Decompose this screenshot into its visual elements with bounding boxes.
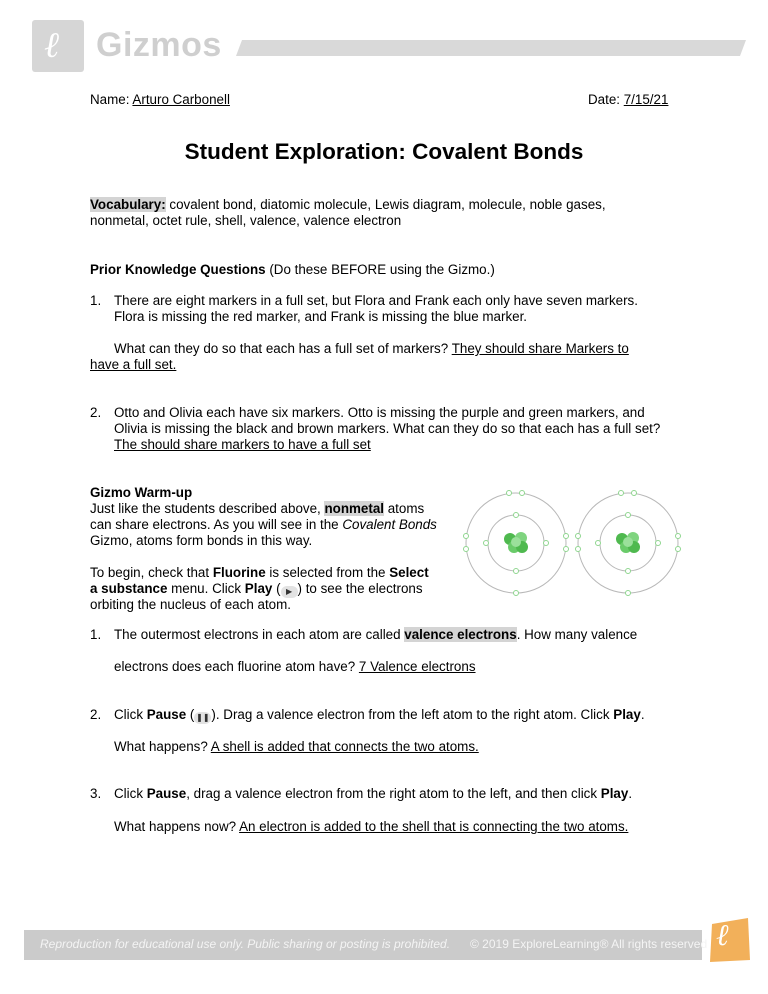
- warmup-p1-line-1: [90, 500, 424, 517]
- vocabulary-line-2: nonmetal, octet rule, shell, valence, valence electron: [90, 213, 402, 228]
- warmup-q1-text-b: . How many valence: [516, 627, 638, 642]
- q1-line-1: There are eight markers in a full set, but Flora and Frank each only have seven markers.: [114, 293, 638, 308]
- warmup-q3-number: 3.: [90, 786, 102, 801]
- warmup-q3-text-e: .: [628, 786, 633, 801]
- warmup-q1-line-2: [114, 658, 476, 675]
- warmup-q3-text-a: Click: [114, 786, 147, 801]
- play-icon: ▶: [281, 586, 298, 598]
- select-bold: Select: [389, 565, 429, 580]
- warmup-p2-text-d: menu. Click: [167, 581, 245, 596]
- warmup-heading: Gizmo Warm-up: [90, 485, 193, 500]
- warmup-q2-text-c: (: [186, 707, 195, 722]
- date-value: 7/15/21: [623, 92, 669, 107]
- warmup-p1-text-a: Just like the students described above,: [90, 501, 325, 516]
- warmup-q2-line-2: [114, 738, 479, 755]
- warmup-q1-answer: 7 Valence electrons: [358, 659, 476, 674]
- pause-bold-3: Pause: [146, 786, 187, 801]
- left-nucleus: [504, 532, 528, 553]
- header-bar: [236, 40, 746, 56]
- left-atom: [464, 491, 569, 596]
- warmup-p1-text-b: atoms: [384, 501, 425, 516]
- name-field: [90, 91, 230, 108]
- page-title: Student Exploration: Covalent Bonds: [184, 139, 584, 164]
- warmup-q3-answer: An electron is added to the shell that is connecting the two atoms.: [239, 819, 629, 834]
- valence-electrons-highlight: valence electrons: [404, 627, 517, 642]
- play-bold: Play: [244, 581, 273, 596]
- warmup-p2-line-1: [90, 564, 429, 581]
- right-atom: [576, 491, 681, 596]
- warmup-q2-text-e: .: [640, 707, 645, 722]
- q1-question-text: What can they do so that each has a full set of markers?: [114, 341, 452, 356]
- covalent-bonds-italic: Covalent Bonds: [342, 517, 437, 532]
- logo-glyph: ℓ: [44, 25, 59, 66]
- date-field: [588, 91, 668, 108]
- right-nucleus: [616, 532, 640, 553]
- warmup-q3-prompt: What happens now?: [114, 819, 240, 834]
- vocabulary-line-1: [90, 196, 606, 213]
- gizmos-brand: Gizmos: [96, 26, 222, 64]
- warmup-q2-text-a: Click: [114, 707, 147, 722]
- name-value: Arturo Carbonell: [132, 92, 230, 107]
- warmup-q3-text-c: , drag a valence electron from the right atom to the left, and then click: [186, 786, 601, 801]
- warmup-p2-text-e: (: [272, 581, 281, 596]
- fluorine-bold: Fluorine: [212, 565, 266, 580]
- footer-copyright: © 2019 ExploreLearning® All rights reserved: [470, 937, 708, 951]
- warmup-p2-text-f: ) to see the electrons: [297, 581, 423, 596]
- prior-heading-text: Prior Knowledge Questions: [90, 262, 266, 277]
- a-substance-bold: a substance: [90, 581, 168, 596]
- pause-bold: Pause: [146, 707, 187, 722]
- warmup-q2-answer: A shell is added that connects the two atoms.: [210, 739, 479, 754]
- q1-answer-2: have a full set.: [90, 357, 177, 372]
- q2-line-1: Otto and Olivia each have six markers. Otto is missing the purple and green markers, and: [114, 405, 645, 420]
- play-bold-3: Play: [600, 786, 629, 801]
- vocabulary-text-1: covalent bond, diatomic molecule, Lewis diagram, molecule, noble gases,: [165, 197, 606, 212]
- warmup-q1-number: 1.: [90, 627, 102, 642]
- warmup-q1-prompt: electrons does each fluorine atom have?: [114, 659, 359, 674]
- q2-answer: The should share markers to have a full set: [114, 437, 371, 452]
- warmup-p2-text-c: is selected from the: [265, 565, 390, 580]
- prior-knowledge-heading: [90, 261, 495, 278]
- date-label: Date:: [588, 92, 624, 107]
- q1-answer-1: They should share Markers to: [451, 341, 629, 356]
- explorelearning-logo: [32, 20, 84, 72]
- footer-notice: Reproduction for educational use only. Public sharing or posting is prohibited.: [40, 937, 451, 951]
- warmup-p2-text-a: To begin, check that: [90, 565, 213, 580]
- warmup-q2-line-1: [114, 706, 645, 724]
- q2-line-2: Olivia is missing the black and brown markers. What can they do so that each has a full set?: [114, 421, 661, 436]
- vocabulary-label: Vocabulary:: [90, 197, 166, 212]
- warmup-q3-line-1: [114, 785, 632, 802]
- name-label: Name:: [90, 92, 133, 107]
- warmup-q2-number: 2.: [90, 707, 102, 722]
- warmup-p1-line-2: [90, 516, 437, 533]
- warmup-q1-line-1: [114, 626, 637, 643]
- footer-logo-glyph: ℓ: [716, 918, 729, 953]
- warmup-p2-line-3: orbiting the nucleus of each atom.: [90, 597, 291, 612]
- warmup-q2-text-d: ). Drag a valence electron from the left atom to the right atom. Click: [211, 707, 614, 722]
- play-bold-2: Play: [613, 707, 641, 722]
- fluorine-atoms-illustration: [458, 486, 688, 598]
- q1-line-2: Flora is missing the red marker, and Frank is missing the blue marker.: [114, 309, 528, 324]
- warmup-p1-line-3: Gizmo, atoms form bonds in this way.: [90, 533, 313, 548]
- warmup-q3-line-2: [114, 818, 628, 835]
- q2-number: 2.: [90, 405, 102, 420]
- warmup-p1-text-c: can share electrons. As you will see in the: [90, 517, 343, 532]
- warmup-q1-text-a: The outermost electrons in each atom are called: [114, 627, 405, 642]
- warmup-q2-prompt: What happens?: [114, 739, 211, 754]
- pause-icon: ❚❚: [196, 713, 210, 722]
- q1-question: [114, 340, 629, 357]
- q1-number: 1.: [90, 293, 102, 308]
- footer-logo: [708, 916, 752, 964]
- prior-heading-note: (Do these BEFORE using the Gizmo.): [265, 262, 495, 277]
- nonmetal-highlight: nonmetal: [324, 501, 385, 516]
